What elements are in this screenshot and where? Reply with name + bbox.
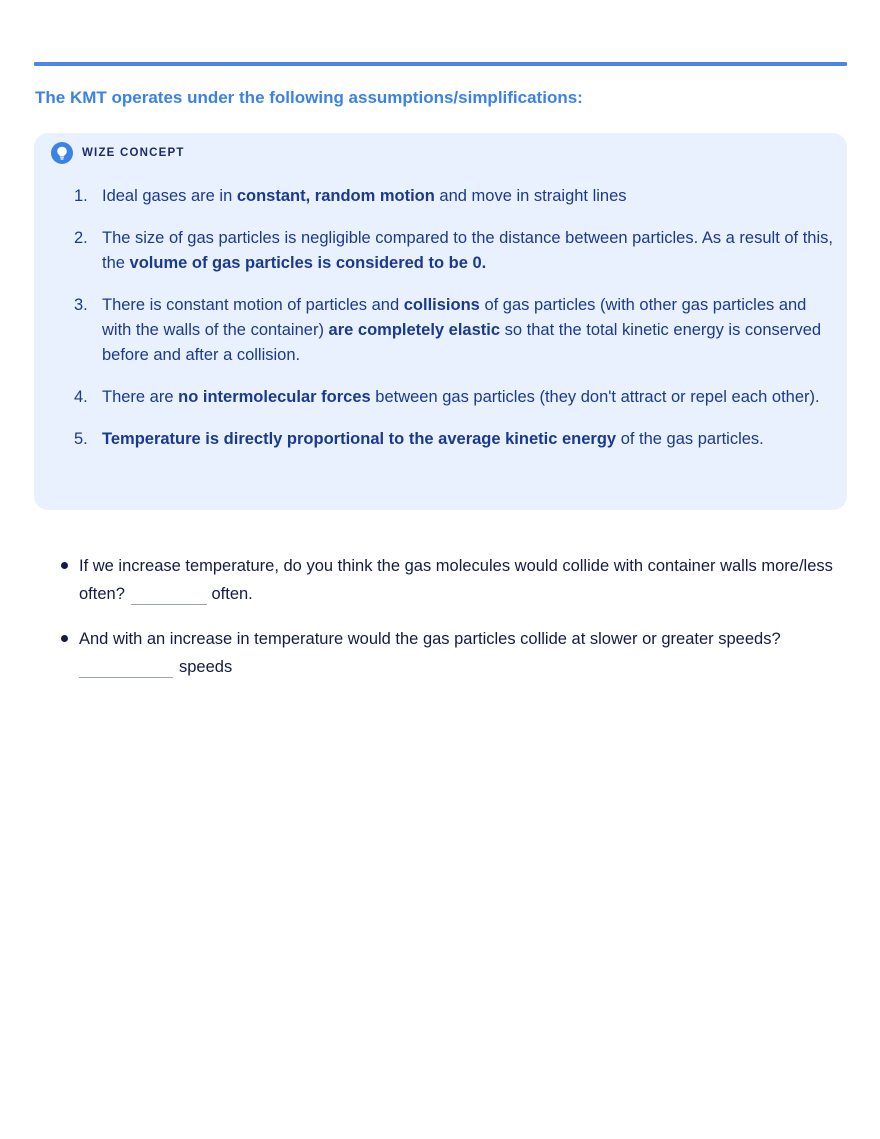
- assumption-item: 1. Ideal gases are in constant, random motion and move in straight lines: [74, 184, 834, 209]
- question-text: And with an increase in temperature would the gas particles collide at slower or greater speeds?: [79, 630, 781, 648]
- bullet-icon: [61, 635, 68, 642]
- assumption-item: 2. The size of gas particles is negligible compared to the distance between particles. As a result of this, the volume of gas particles is considered to be 0.: [74, 226, 834, 276]
- item-number: 4.: [74, 388, 88, 406]
- question-item: [60, 552, 860, 608]
- top-divider: [34, 62, 847, 66]
- item-number: 2.: [74, 229, 88, 247]
- item-number: 5.: [74, 430, 88, 448]
- question-suffix: often.: [211, 585, 253, 603]
- wize-concept-box: [34, 133, 847, 510]
- bullet-icon: [61, 562, 68, 569]
- concept-label: WIZE CONCEPT: [82, 147, 185, 159]
- assumption-item: 3. There is constant motion of particles and collisions of gas particles (with other gas particles and with the walls of the container) are completely elastic so that the total kinetic energy is conserved before and after a collision.: [74, 293, 834, 368]
- section-heading: The KMT operates under the following assumptions/simplifications:: [35, 88, 583, 107]
- question-suffix: speeds: [179, 658, 233, 676]
- assumption-item: 5. Temperature is directly proportional to the average kinetic energy of the gas particles.: [74, 427, 834, 452]
- answer-blank[interactable]: [79, 657, 173, 678]
- lightbulb-icon: [51, 142, 73, 164]
- item-number: 1.: [74, 187, 88, 205]
- concept-tag: [51, 142, 185, 164]
- assumption-item: 4. There are no intermolecular forces between gas particles (they don't attract or repel each other).: [74, 385, 834, 410]
- question-text: If we increase temperature, do you think the gas molecules would collide with container walls more/less often?: [79, 557, 833, 603]
- item-number: 3.: [74, 296, 88, 314]
- question-list: [60, 552, 860, 681]
- assumptions-list: [74, 184, 834, 452]
- answer-blank[interactable]: [131, 584, 207, 605]
- question-item: [60, 625, 860, 681]
